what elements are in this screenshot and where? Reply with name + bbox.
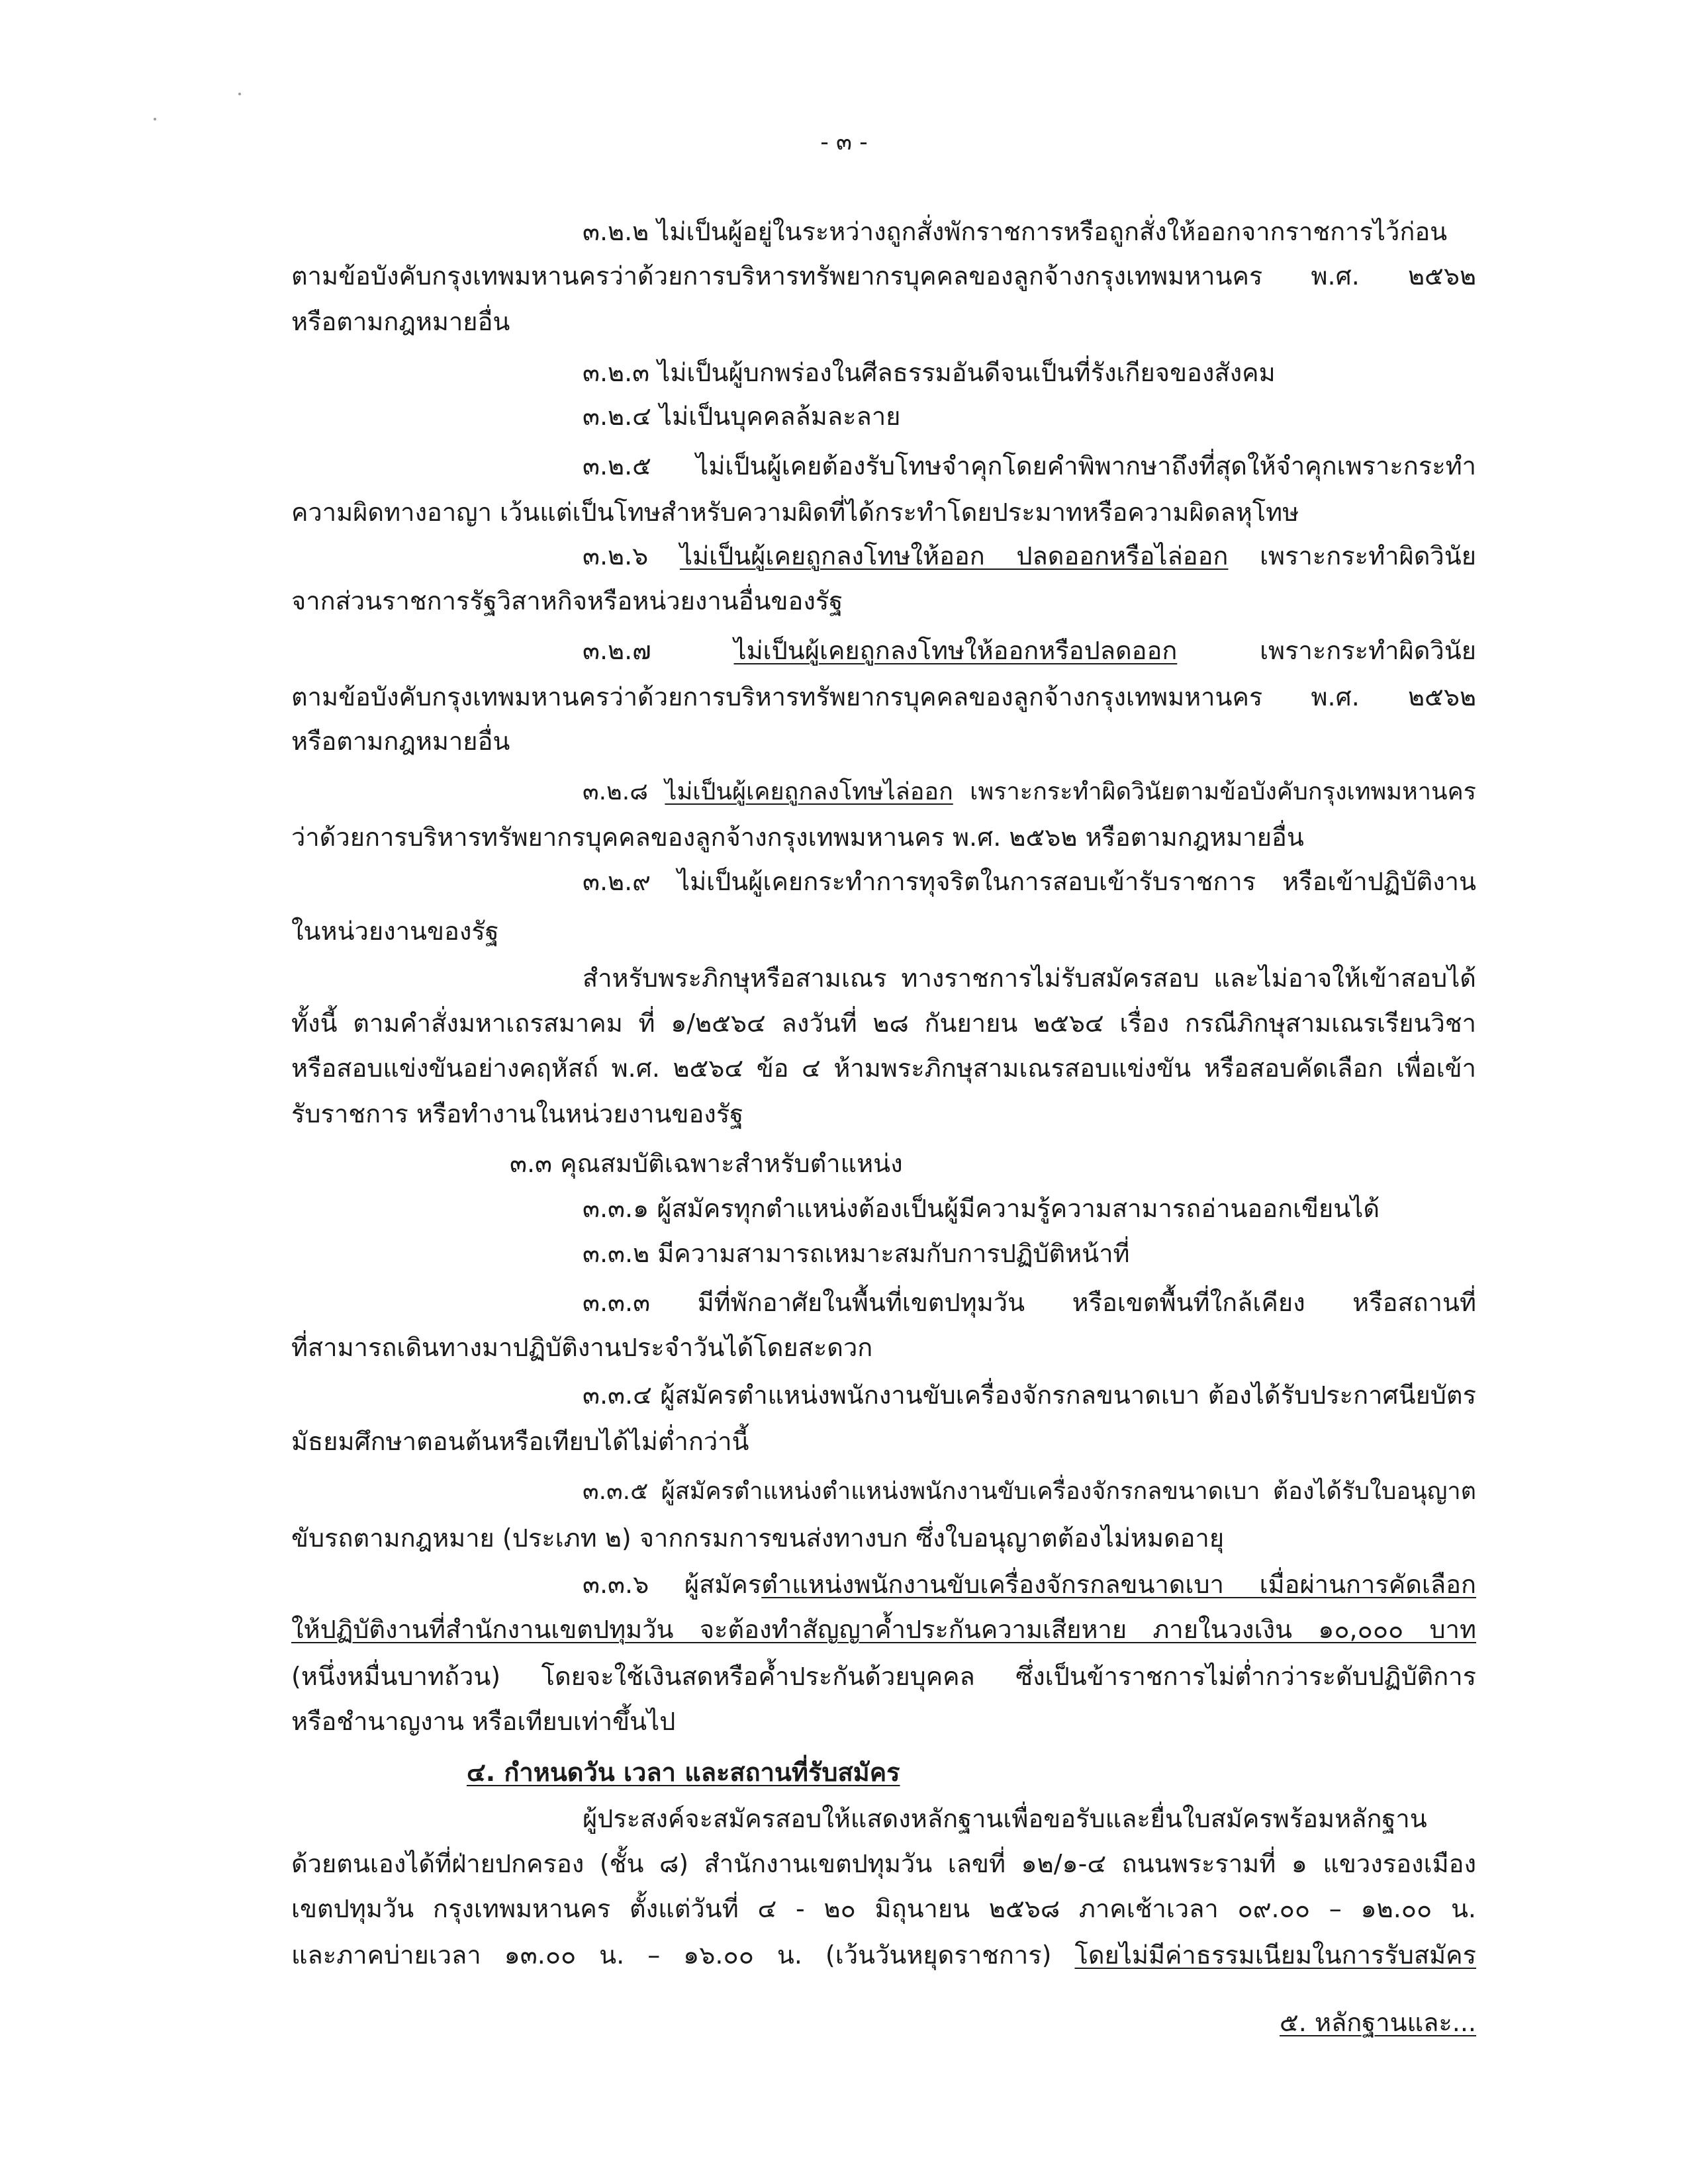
text-line (291, 1936, 1476, 1974)
clause-3-2-3: ๓.๒.๓ ไม่เป็นผู้บกพร่องในศีลธรรมอันดีจนเป็นที่รังเกียจของสังคม (583, 358, 1276, 387)
clause-3-2-2: ๓.๒.๒ ไม่เป็นผู้อยู่ในระหว่างถูกสั่งพักราชการหรือถูกสั่งให้ออกจากราชการไว้ก่อน (583, 217, 1448, 246)
text-line: ทั้งนี้ ตามคำสั่งมหาเถรสมาคม ที่ ๑/๒๕๖๔ ลงวันที่ ๒๘ กันยายน ๒๕๖๔ เรื่อง กรณีภิกษุสามเณรเรียนวิชา (291, 1009, 1476, 1038)
monk-paragraph: สำหรับพระภิกษุหรือสามเณร ทางราชการไม่รับสมัครสอบ และไม่อาจให้เข้าสอบได้ (583, 964, 1476, 993)
text-line: รับราชการ หรือทำงานในหน่วยงานของรัฐ (291, 1099, 744, 1128)
text-line: หรือตามกฎหมายอื่น (291, 727, 510, 756)
text-line: ตามข้อบังคับกรุงเทพมหานครว่าด้วยการบริหารทรัพยากรบุคคลของลูกจ้างกรุงเทพมหานคร พ.ศ. ๒๕๖๒ (291, 682, 1476, 711)
page-number: - ๓ - (820, 129, 868, 156)
text-span: เพราะกระทำผิดวินัย (1228, 541, 1476, 570)
underlined-text: ให้ปฏิบัติงานที่สำนักงานเขตปทุมวัน จะต้องทำสัญญาค้ำประกันความเสียหาย ภายในวงเงิน ๑๐,๐๐๐ บาท (291, 1615, 1476, 1644)
clause-3-2-7 (583, 632, 1476, 669)
underlined-text: ไม่เป็นผู้เคยถูกลงโทษให้ออก ปลดออกหรือไล่ออก (679, 541, 1229, 570)
clause-3-3-2: ๓.๓.๒ มีความสามารถเหมาะสมกับการปฏิบัติหน้าที่ (583, 1239, 1130, 1268)
text-line: ขับรถตามกฎหมาย (ประเภท ๒) จากกรมการขนส่งทางบก ซึ่งใบอนุญาตต้องไม่หมดอายุ (291, 1524, 1225, 1553)
continuation-note (291, 2004, 1476, 2041)
text-line: ในหน่วยงานของรัฐ (291, 917, 499, 946)
text-line: หรือตามกฎหมายอื่น (291, 307, 510, 336)
clause-number: ๓.๒.๘ (583, 778, 665, 805)
section-4-heading (467, 1754, 1476, 1791)
text-line: หรือสอบแข่งขันอย่างคฤหัสถ์ พ.ศ. ๒๕๖๔ ข้อ ๔ ห้ามพระภิกษุสามเณรสอบแข่งขัน หรือสอบคัดเลือก เพื่อเข้า (291, 1054, 1476, 1083)
clause-3-3-4: ๓.๓.๔ ผู้สมัครตำแหน่งพนักงานขับเครื่องจักรกลขนาดเบา ต้องได้รับประกาศนียบัตร (583, 1381, 1476, 1410)
text-line: ตามข้อบังคับกรุงเทพมหานครว่าด้วยการบริหารทรัพยากรบุคคลของลูกจ้างกรุงเทพมหานคร พ.ศ. ๒๕๖๒ (291, 261, 1476, 291)
text-line: ที่สามารถเดินทางมาปฏิบัติงานประจำวันได้โดยสะดวก (291, 1333, 873, 1362)
clause-number: ๓.๒.๖ (583, 541, 680, 570)
clause-number: ๓.๒.๗ (583, 636, 734, 665)
clause-3-2-8 (583, 774, 1476, 811)
underlined-text: ๕. หลักฐานและ... (1280, 2008, 1476, 2037)
text-line (291, 1611, 1476, 1648)
scan-speck (238, 93, 241, 95)
text-span: เพราะกระทำผิดวินัย (1177, 636, 1476, 665)
clause-3-2-5: ๓.๒.๕ ไม่เป็นผู้เคยต้องรับโทษจำคุกโดยคำพิพากษาถึงที่สุดให้จำคุกเพราะกระทำ (583, 451, 1476, 480)
clause-3-2-6 (583, 537, 1476, 574)
text-line: (หนึ่งหมื่นบาทถ้วน) โดยจะใช้เงินสดหรือค้ำประกันด้วยบุคคล ซึ่งเป็นข้าราชการไม่ต่ำกว่าระดับปฏิบัติการ (291, 1662, 1476, 1691)
underlined-text: โดยไม่มีค่าธรรมเนียมในการรับสมัคร (1074, 1940, 1476, 1970)
underlined-text: ตำแหน่งพนักงานขับเครื่องจักรกลขนาดเบา เมื่อผ่านการคัดเลือก (761, 1570, 1476, 1599)
underlined-text: ไม่เป็นผู้เคยถูกลงโทษให้ออกหรือปลดออก (733, 636, 1178, 665)
text-line: ความผิดทางอาญา เว้นแต่เป็นโทษสำหรับความผิดที่ได้กระทำโดยประมาทหรือความผิดลหุโทษ (291, 498, 1299, 527)
clause-3-3-3: ๓.๓.๓ มีที่พักอาศัยในพื้นที่เขตปทุมวัน หรือเขตพื้นที่ใกล้เคียง หรือสถานที่ (583, 1288, 1476, 1317)
clause-3-3-6 (583, 1566, 1476, 1603)
clause-3-3-1: ๓.๓.๑ ผู้สมัครทุกตำแหน่งต้องเป็นผู้มีความรู้ความสามารถอ่านออกเขียนได้ (583, 1194, 1380, 1223)
application-paragraph: ผู้ประสงค์จะสมัครสอบให้แสดงหลักฐานเพื่อขอรับและยื่นใบสมัครพร้อมหลักฐาน (583, 1804, 1427, 1833)
clause-3-2-9: ๓.๒.๙ ไม่เป็นผู้เคยกระทำการทุจริตในการสอบเข้ารับราชการ หรือเข้าปฏิบัติงาน (583, 867, 1476, 896)
text-line: มัธยมศึกษาตอนต้นหรือเทียบได้ไม่ต่ำกว่านี้ (291, 1427, 749, 1456)
text-line: หรือชำนาญงาน หรือเทียบเท่าขึ้นไป (291, 1707, 676, 1736)
clause-3-2-4: ๓.๒.๔ ไม่เป็นบุคคลล้มละลาย (583, 402, 901, 431)
text-span: เพราะกระทำผิดวินัยตามข้อบังคับกรุงเทพมหานคร (953, 778, 1476, 805)
text-line: ว่าด้วยการบริหารทรัพยากรบุคคลของลูกจ้างกรุงเทพมหานคร พ.ศ. ๒๕๖๒ หรือตามกฎหมายอื่น (291, 823, 1304, 852)
text-line: เขตปทุมวัน กรุงเทพมหานคร ตั้งแต่วันที่ ๔ - ๒๐ มิถุนายน ๒๕๖๘ ภาคเช้าเวลา ๐๙.๐๐ – ๑๒.๐๐ น. (291, 1894, 1476, 1923)
clause-number: ๓.๓.๖ ผู้สมัคร (583, 1570, 762, 1599)
text-line: จากส่วนราชการรัฐวิสาหกิจหรือหน่วยงานอื่นของรัฐ (291, 586, 843, 615)
underlined-text: ไม่เป็นผู้เคยถูกลงโทษไล่ออก (665, 778, 953, 805)
underlined-heading: ๔. กำหนดวัน เวลา และสถานที่รับสมัคร (467, 1758, 900, 1787)
scan-speck (154, 118, 156, 120)
clause-3-3-5: ๓.๓.๕ ผู้สมัครตำแหน่งตำแหน่งพนักงานขับเครื่องจักรกลขนาดเบา ต้องได้รับใบอนุญาต (583, 1478, 1476, 1505)
text-line: ด้วยตนเองได้ที่ฝ่ายปกครอง (ชั้น ๘) สำนักงานเขตปทุมวัน เลขที่ ๑๒/๑-๔ ถนนพระรามที่ ๑ แขวงรองเมือง (291, 1849, 1476, 1878)
text-span: และภาคบ่ายเวลา ๑๓.๐๐ น. – ๑๖.๐๐ น. (เว้นวันหยุดราชการ) (291, 1940, 1075, 1970)
section-3-3-heading: ๓.๓ คุณสมบัติเฉพาะสำหรับตำแหน่ง (510, 1149, 903, 1178)
